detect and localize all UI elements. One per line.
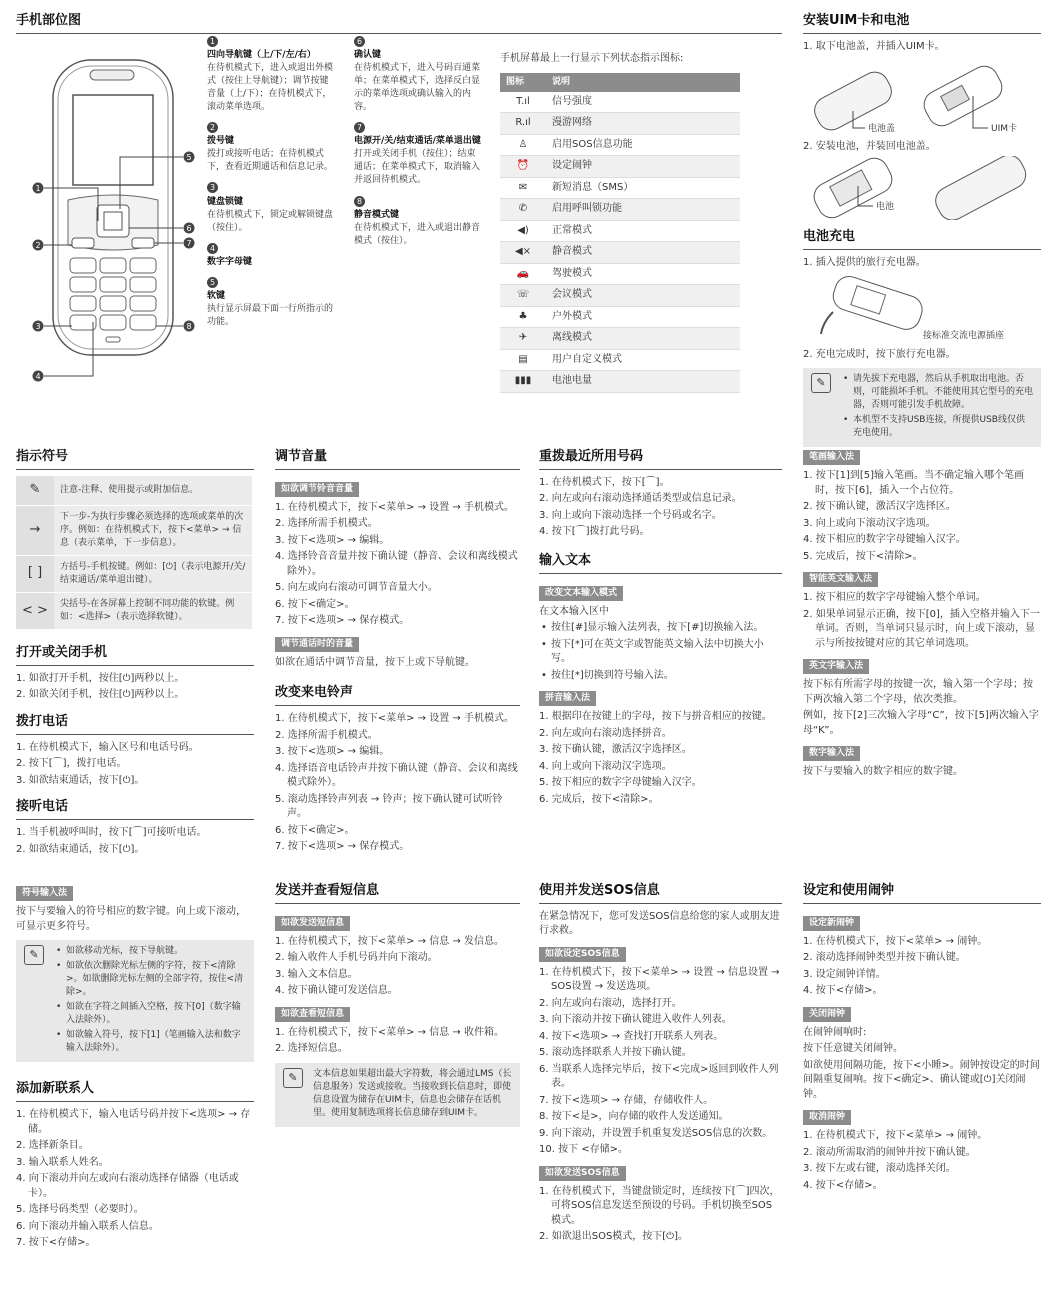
text: 7. 按下<选项> → 存储，存储收件人。 <box>539 1094 714 1106</box>
text: 2. 如果单词显示正确，按下[0]，插入空格并输入下一单词。否则，当单词只显示时，向上或下滚动，显示与所按按键对应的其它单词选项。 <box>803 608 1040 649</box>
section-title: 发送并查看短信息 <box>275 882 520 904</box>
text: 1. 取下电池盖，并插入UIM卡。 <box>803 40 945 52</box>
status-desc: 户外模式 <box>546 306 740 328</box>
text: • 按住[*]切换到符号输入法。 <box>539 669 782 684</box>
section-title: 打开或关闭手机 <box>16 644 254 666</box>
section-title: 安装UIM卡和电池 <box>803 12 1041 34</box>
status-row <box>500 263 740 285</box>
status-icon: ◀× <box>500 242 546 264</box>
text: 1. 在待机模式下，输入电话号码并按下<选项> → 存储。 <box>16 1109 251 1135</box>
status-icon: ▮▮▮ <box>500 371 546 393</box>
text: 4. 向下滚动并向左或向右滚动选择存储器（电话或卡）。 <box>16 1173 239 1199</box>
text: 如欲在通话中调节音量，按下上或下导航键。 <box>275 656 475 668</box>
text: • 按下[*]可在英文字或智能英文输入法中切换大小写。 <box>539 638 782 667</box>
status-icon: ▤ <box>500 349 546 371</box>
subheading: 符号输入法 <box>16 886 73 901</box>
status-desc: 离线模式 <box>546 328 740 350</box>
section-title: 调节音量 <box>275 448 520 470</box>
status-row <box>500 328 740 350</box>
subheading: 笔画输入法 <box>803 450 860 465</box>
text: 如欲使用间隔功能，按下<小睡>。闹钟按设定的时间间隔重复闹响。按下<确定>、确认键或[⏻]关闭闹钟。 <box>803 1059 1040 1100</box>
text: 2. 滚动选择闹钟类型并按下确认键。 <box>803 952 966 964</box>
status-desc: 启用SOS信息功能 <box>546 134 740 156</box>
text: 1 <box>207 36 218 47</box>
text: 按下与要输入的符号相应的数字键。向上或下滚动，可显示更多符号。 <box>16 906 246 932</box>
text: 2. 选择新条目。 <box>16 1140 89 1152</box>
text: 4. 按下确认键可发送信息。 <box>275 985 398 997</box>
key-desc <box>207 36 333 114</box>
phone-diagram <box>28 50 208 390</box>
text: 在闹钟闹响时: <box>803 1026 867 1038</box>
text: 4. 按下[⌒]拨打此号码。 <box>539 526 650 538</box>
label-battery: 电池 <box>876 202 895 213</box>
subheading: 取消闹钟 <box>803 1110 851 1125</box>
install-illustration-1 <box>803 56 1041 134</box>
text: 3. 设定闹钟详情。 <box>803 968 886 980</box>
callout-3: 3 <box>35 322 41 331</box>
label-plug: 接标准交流电源插座 <box>923 331 1005 342</box>
text: • 如欲在字符之间插入空格，按下[0]（数字输入法除外）。 <box>54 1001 246 1027</box>
text: 2. 按下确认键，激活汉字选择区。 <box>803 501 956 513</box>
text: 6. 向下滚动并输入联系人信息。 <box>16 1220 159 1232</box>
status-table <box>500 73 740 393</box>
subheading: 设定新闹钟 <box>803 916 860 931</box>
angle-brackets-icon: < > <box>16 592 54 629</box>
volume-section <box>275 448 520 857</box>
text: 5. 滚动选择联系人并按下确认键。 <box>539 1047 692 1059</box>
text: 2. 如欲关闭手机，按住[⏻]两秒以上。 <box>16 689 185 701</box>
subheading: 数字输入法 <box>803 746 860 761</box>
text: 在紧急情况下，您可发送SOS信息给您的家人或朋友进行求救。 <box>539 910 780 937</box>
text: 3. 输入文本信息。 <box>275 968 358 980</box>
subheading: 如欲发送SOS信息 <box>539 1166 626 1181</box>
subheading: 如欲发送短信息 <box>275 916 350 931</box>
callout-7: 7 <box>186 239 192 248</box>
text: 4. 选择语音电话铃声并按下确认键（静音、会议和离线模式除外）。 <box>275 762 518 789</box>
symbols-table <box>16 476 252 630</box>
text: 2. 向左或向右滚动选择拼音。 <box>539 727 672 739</box>
subheading: 英文字输入法 <box>803 659 869 674</box>
text: 键盘锁键 <box>207 196 244 207</box>
text: 1. 在待机模式下，按下<菜单> → 闹钟。 <box>803 935 988 947</box>
status-row <box>500 134 740 156</box>
text: 1. 在待机模式下，按下<菜单> → 设置 → 手机模式。 <box>275 501 514 513</box>
text: 执行显示屏最下面一行所指示的功能。 <box>207 303 334 327</box>
install-illustration-2 <box>803 156 1041 220</box>
text: 在文本输入区中 <box>539 605 609 617</box>
status-desc: 信号强度 <box>546 92 740 113</box>
status-icon: ✈ <box>500 328 546 350</box>
text: 3. 输入联系人姓名。 <box>16 1156 109 1168</box>
status-desc: 驾驶模式 <box>546 263 740 285</box>
status-intro: 手机屏幕最上一行显示下列状态指示图标: <box>500 53 684 64</box>
text: 5. 向左或向右滚动可调节音量大小。 <box>275 582 438 594</box>
text: 1. 在待机模式下，按下<菜单> → 设置 → 信息设置 → SOS设置 → 发送选项。 <box>539 966 780 993</box>
text: 5. 按下相应的数字字母键输入汉字。 <box>539 777 702 789</box>
text: 2. 输入收件人手机号码并向下滚动。 <box>275 952 438 964</box>
text: 说明 <box>546 73 740 92</box>
subheading: 关闭闹钟 <box>803 1007 851 1022</box>
alarm-section <box>803 882 1041 1195</box>
status-row <box>500 92 740 113</box>
redial-section <box>539 448 782 809</box>
text: 4. 按下<选项> → 查找打开联系人列表。 <box>539 1030 724 1042</box>
section-title: 输入文本 <box>539 552 782 574</box>
text: 5. 选择号码类型（必要时）。 <box>16 1204 144 1216</box>
key-desc-list-a <box>207 36 333 337</box>
status-icon: ⏰ <box>500 156 546 178</box>
status-desc: 启用呼叫锁功能 <box>546 199 740 221</box>
text: 注意-注释、使用提示或附加信息。 <box>54 476 252 505</box>
text: 3. 向上或向下滚动选择一个号码或名字。 <box>539 509 722 521</box>
text: 确认键 <box>354 50 382 61</box>
text: 4. 按下<存储>。 <box>803 985 883 997</box>
text: 4. 选择铃音音量并按下确认键（静音、会议和离线模式除外）。 <box>275 551 518 577</box>
status-icon: ✆ <box>500 199 546 221</box>
text: 拨打或接听电话；在待机模式下，查看近期通话和信息记录。 <box>207 149 334 173</box>
text: 图标 <box>500 73 546 92</box>
text: 软键 <box>207 290 226 301</box>
text: 7 <box>354 122 365 133</box>
text: 5 <box>207 277 218 288</box>
note-icon: ✎ <box>16 476 54 505</box>
key-desc <box>354 36 482 114</box>
status-icon: ◀) <box>500 220 546 242</box>
text: 在待机模式下，进入或退出静音模式（按住）。 <box>354 222 481 246</box>
text: 1. 按下相应的数字字母键输入整个单词。 <box>803 592 986 604</box>
install-section <box>803 12 1041 447</box>
text: 在待机模式下，锁定或解锁键盘（按住）。 <box>207 209 334 233</box>
text: 4 <box>207 243 218 254</box>
text: 2. 安装电池，并装回电池盖。 <box>803 140 936 152</box>
text: • 如欲输入符号，按下[1]（笔画输入法和数字输入法除外）。 <box>54 1029 246 1055</box>
text: 1. 在待机模式下，按下[⌒]。 <box>539 476 670 488</box>
subheading: 如欲设定SOS信息 <box>539 947 626 962</box>
text: 5. 滚动选择铃声列表 → 铃声；按下确认键可试听铃声。 <box>275 793 503 820</box>
status-row <box>500 306 740 328</box>
text: 1. 如欲打开手机，按住[⏻]两秒以上。 <box>16 672 185 684</box>
text: 2. 向左或向右滚动选择通话类型或信息记录。 <box>539 493 742 505</box>
text: 例如，按下[2]三次输入字母“C”，按下[5]两次输入字母“K”。 <box>803 710 1039 736</box>
text: • 按住[#]显示输入法列表，按下[#]切换输入法。 <box>539 621 782 636</box>
status-desc: 漫游网络 <box>546 113 740 135</box>
text: 2. 滚动所需取消的闹钟并按下确认键。 <box>803 1146 976 1158</box>
text: 1. 在待机模式下，按下<菜单> → 信息 → 收件箱。 <box>275 1026 504 1038</box>
callout-1: 1 <box>35 184 41 193</box>
callout-5: 5 <box>186 153 192 162</box>
text: 4. 向上或向下滚动汉字选项。 <box>539 760 672 772</box>
text: 2. 选择短信息。 <box>275 1043 348 1055</box>
status-icon: ♙ <box>500 134 546 156</box>
text: 四向导航键（上/下/左/右） <box>207 50 316 61</box>
text: 1. 在待机模式下，按下<菜单> → 信息 → 发信息。 <box>275 935 504 947</box>
text: • 请先拔下充电器，然后从手机取出电池。否则，可能损坏手机。不能使用其它型号的充电器，否则可能引发手机故障。 <box>841 373 1033 412</box>
text: 3. 按下左或右键，滚动选择关闭。 <box>803 1163 956 1175</box>
text: 3. 按下<选项> → 编辑。 <box>275 534 390 546</box>
text: 静音模式键 <box>354 209 400 220</box>
text: 在待机模式下，进入号码百通菜单；在菜单模式下，选择反白显示的菜单选项或确认输入的内容。 <box>354 63 481 113</box>
text: 7. 按下<选项> → 保存模式。 <box>275 615 410 627</box>
input-methods-section <box>803 444 1041 782</box>
sos-section <box>539 882 782 1247</box>
key-desc <box>207 243 333 269</box>
section-title: 接听电话 <box>16 798 254 820</box>
status-icon: ☏ <box>500 285 546 307</box>
charge-note <box>803 368 1041 447</box>
key-desc <box>354 122 482 187</box>
text: 9. 向下滚动，并设置手机重复发送SOS信息的次数。 <box>539 1127 773 1139</box>
text: 2. 选择所需手机模式。 <box>275 729 378 741</box>
label-uim: UIM卡 <box>991 124 1018 135</box>
section-title: 添加新联系人 <box>16 1080 254 1102</box>
text: 3. 向下滚动并按下确认键进入收件人列表。 <box>539 1014 732 1026</box>
text: 3. 按下<选项> → 编辑。 <box>275 746 390 758</box>
sms-section <box>275 882 520 1127</box>
charger-illustration <box>803 272 1041 342</box>
text: 2 <box>207 122 218 133</box>
text: 1. 当手机被呼叫时，按下[⌒]可接听电话。 <box>16 827 207 839</box>
subheading: 调节通话时的音量 <box>275 637 359 652</box>
text: 6. 按下<确定>。 <box>275 598 355 610</box>
section-title: 指示符号 <box>16 448 254 470</box>
section-title: 手机部位图 <box>16 12 782 34</box>
text: 尖括号-在各屏幕上控制不同功能的软键。例如：<选择>（表示选择软键）。 <box>54 592 252 629</box>
note-icon: ✎ <box>24 945 44 965</box>
text: 5. 完成后，按下<清除>。 <box>803 550 923 562</box>
text: 下一步-为执行步骤必须选择的选项或菜单的次序。例如：在待机模式下，按下<菜单> → 信息（表示菜单，下一步信息）。 <box>54 505 252 555</box>
subheading: 拼音输入法 <box>539 691 596 706</box>
text: 6. 按下<确定>。 <box>275 824 355 836</box>
status-row <box>500 199 740 221</box>
text: 打开或关闭手机（按住）；结束通话；在菜单模式下，取消输入并返回待机模式。 <box>354 149 481 186</box>
text: 4. 按下相应的数字字母键输入汉字。 <box>803 534 966 546</box>
text: 2. 按下[⌒]，拨打电话。 <box>16 758 127 770</box>
status-row <box>500 371 740 393</box>
text: 10. 按下 <存储>。 <box>539 1144 629 1156</box>
status-row <box>500 285 740 307</box>
status-icon: ✉ <box>500 177 546 199</box>
callout-8: 8 <box>186 322 192 331</box>
text: 3. 向上或向下滚动汉字选项。 <box>803 517 936 529</box>
text: 7. 按下<存储>。 <box>16 1237 96 1249</box>
text: 6 <box>354 36 365 47</box>
callout-4: 4 <box>35 372 41 381</box>
text: 按下任意键关闭闹钟。 <box>803 1043 903 1055</box>
text: 3 <box>207 182 218 193</box>
status-icon: R.ıl <box>500 113 546 135</box>
symbols-section <box>16 448 254 859</box>
text: 1. 按下[1]到[5]输入笔画。当不确定输入哪个笔画时，按下[6]，插入一个占位符。 <box>803 470 1025 496</box>
key-desc <box>207 277 333 329</box>
text: 3. 按下确认键，激活汉字选择区。 <box>539 744 692 756</box>
text: 8. 按下<是>，向存储的收件人发送通知。 <box>539 1111 729 1123</box>
section-title: 电池充电 <box>803 228 1041 250</box>
status-row <box>500 177 740 199</box>
status-icons-section <box>500 52 745 393</box>
text: 2. 选择所需手机模式。 <box>275 518 378 530</box>
text: 拨号键 <box>207 136 235 147</box>
text: 2. 向左或向右滚动，选择打开。 <box>539 997 682 1009</box>
status-row <box>500 156 740 178</box>
status-desc: 设定闹钟 <box>546 156 740 178</box>
text: 8 <box>354 196 365 207</box>
status-row <box>500 242 740 264</box>
section-title: 拨打电话 <box>16 713 254 735</box>
text: 1. 根据印在按键上的字母，按下与拼音相应的按键。 <box>539 711 772 723</box>
text: 1. 在待机模式下，当键盘锁定时，连续按下[⌒]四次，可将SOS信息发送至预设的号码。手机切换至SOS模式。 <box>539 1185 780 1226</box>
text: 4. 按下<存储>。 <box>803 1179 883 1191</box>
status-desc: 新短消息（SMS） <box>546 177 740 199</box>
key-desc-list-b <box>354 36 482 256</box>
text: 3. 如欲结束通话，按下[⏻]。 <box>16 774 145 786</box>
section-title: 设定和使用闹钟 <box>803 882 1041 904</box>
note-icon: ✎ <box>283 1068 303 1088</box>
section-title: 使用并发送SOS信息 <box>539 882 782 904</box>
text: 2. 如欲结束通话，按下[⏻]。 <box>16 843 145 855</box>
note-icon: ✎ <box>811 373 831 393</box>
status-desc: 用户自定义模式 <box>546 349 740 371</box>
status-row <box>500 220 740 242</box>
key-desc <box>207 182 333 234</box>
symbol-input-section <box>16 880 254 1253</box>
text: 按下标有所需字母的按键一次，输入第一个字母；按下两次输入第二个字母，依次类推。 <box>803 679 1033 705</box>
text: 2. 充电完成时，按下旅行充电器。 <box>803 348 956 360</box>
subheading: 如欲查看短信息 <box>275 1007 350 1022</box>
key-desc <box>354 196 482 248</box>
status-desc: 正常模式 <box>546 220 740 242</box>
sms-note <box>275 1063 520 1127</box>
text: 1. 在待机模式下，输入区号和电话号码。 <box>16 741 199 753</box>
key-desc <box>207 122 333 174</box>
status-desc: 静音模式 <box>546 242 740 264</box>
subheading: 改变文本输入模式 <box>539 586 623 601</box>
text: 方括号-手机按键。例如：[⏻]（表示电源开/关/结束通话/菜单退出键）。 <box>54 555 252 592</box>
text: 2. 如欲退出SOS模式，按下[⏻]。 <box>539 1231 688 1243</box>
subheading: 如欲调节铃音音量 <box>275 482 359 497</box>
text: 1. 在待机模式下，按下<菜单> → 闹钟。 <box>803 1130 988 1142</box>
status-row <box>500 349 740 371</box>
text: 7. 按下<选项> → 保存模式。 <box>275 841 410 853</box>
symbol-note <box>16 940 254 1062</box>
text: 数字字母键 <box>207 256 253 267</box>
brackets-icon: [ ] <box>16 555 54 592</box>
text: 按下与要输入的数字相应的数字键。 <box>803 766 963 778</box>
subheading: 智能英文输入法 <box>803 572 878 587</box>
text: 6. 完成后，按下<清除>。 <box>539 793 659 805</box>
label-cover: 电池盖 <box>868 124 896 135</box>
text: 文本信息如果超出最大字符数，将会通过LMS（长信息服务）发送或接收。当接收到长信息时，即使信息设置为储存在UIM卡，信息也会储存在话机里。使用复制选项将长信息储存到UIM卡。 <box>313 1068 512 1119</box>
status-icon: ♣ <box>500 306 546 328</box>
section-title: 改变来电铃声 <box>275 684 520 706</box>
text: • 如欲依次删除光标左侧的字符，按下<清除>。如欲删除光标左侧的全部字符，按住<清除>。 <box>54 960 246 999</box>
text: • 如欲移动光标，按下导航键。 <box>54 945 246 958</box>
text: 1. 在待机模式下，按下<菜单> → 设置 → 手机模式。 <box>275 713 514 725</box>
text: • 本机型不支持USB连接，所提供USB线仅供充电使用。 <box>841 414 1033 440</box>
text: 6. 当联系人选择完毕后，按下<完成>返回到收件人列表。 <box>539 1063 779 1090</box>
section-title: 重拨最近所用号码 <box>539 448 782 470</box>
status-desc: 电池电量 <box>546 371 740 393</box>
status-desc: 会议模式 <box>546 285 740 307</box>
status-icon: 🚗 <box>500 263 546 285</box>
callout-6: 6 <box>186 224 192 233</box>
status-row <box>500 113 740 135</box>
text: 在待机模式下，进入或退出外模式（按住上导航键）；调节按键音量（上/下）；在待机模式下，滚动菜单选项。 <box>207 63 334 113</box>
status-icon: T.ıl <box>500 92 546 113</box>
text: 1. 插入提供的旅行充电器。 <box>803 256 926 268</box>
text: 电源开/关/结束通话/菜单退出键 <box>354 136 481 147</box>
arrow-icon: → <box>16 505 54 555</box>
callout-2: 2 <box>35 241 41 250</box>
